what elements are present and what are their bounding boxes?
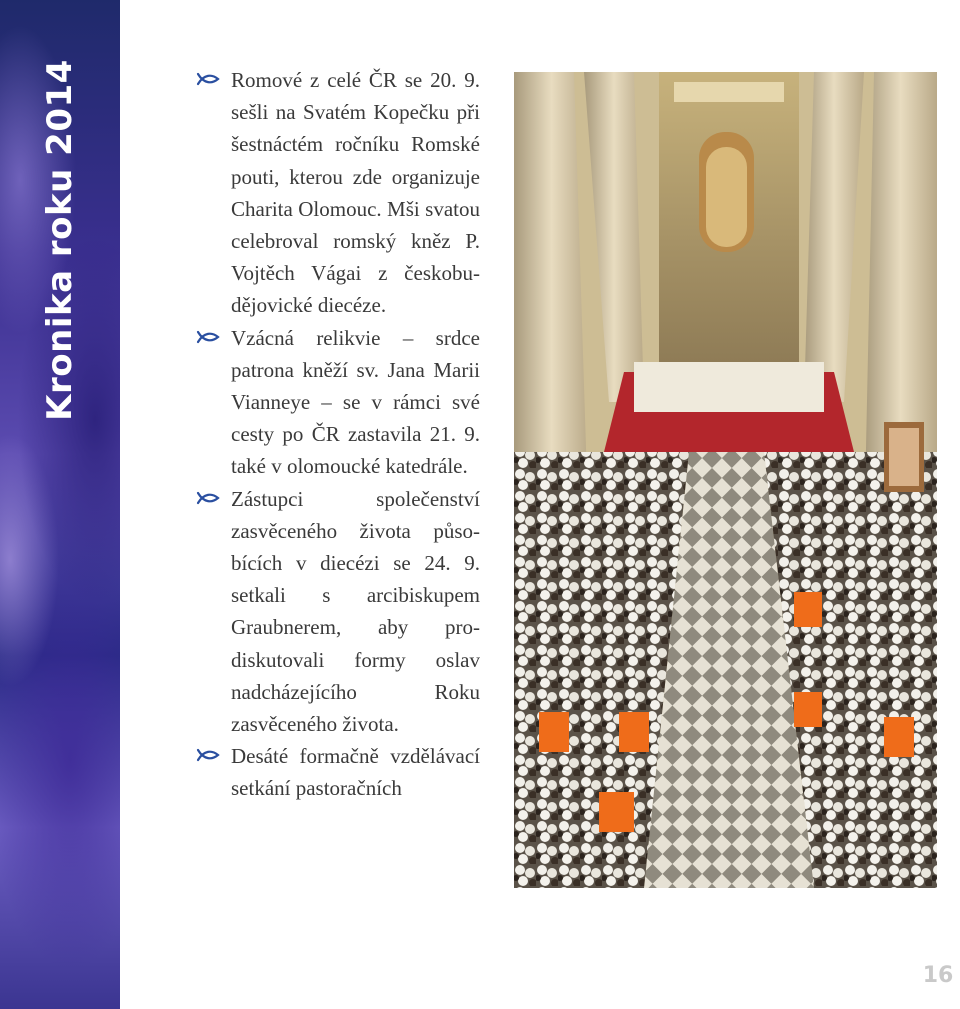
fish-icon xyxy=(196,330,220,344)
list-item xyxy=(196,483,480,741)
item-text: Vzácná relikvie – srdce patrona kněží sv. Jana Marii Vianneye – se v rámci své cesty po ČR zastavila 21. 9. také v olomoucké katedrále. xyxy=(231,325,480,479)
sidebar-banner xyxy=(0,0,120,1009)
item-text: Desáté formačně vzdělávací setkání pastoračních xyxy=(231,744,480,801)
item-text: Zástupci společenství zasvěceného života působících v diecézi se 24. 9. setkali s arcibiskupem Graubnerem, aby prodiskutovali formy oslav nadcházejícího Roku zasvěceného života. xyxy=(231,486,480,737)
fish-icon xyxy=(196,748,220,762)
fish-icon xyxy=(196,72,220,86)
list-item xyxy=(196,64,480,322)
item-text: Romové z celé ČR se 20. 9. sešli na Svatém Kopečku při šestnáctém ročníku Romské pouti, kterou zde organizuje Charita Olomouc. Mši svatou celebroval romský kněz P. Vojtěch Vágai z českobudějovické diecéze. xyxy=(231,68,480,318)
fish-icon xyxy=(196,491,220,505)
cathedral-illustration xyxy=(514,72,937,888)
list-item xyxy=(196,740,480,804)
chronicle-text-column xyxy=(196,64,480,805)
list-item xyxy=(196,322,480,483)
cathedral-photo xyxy=(514,72,937,888)
sidebar-title: Kronika roku 2014 xyxy=(40,59,80,421)
page-number: 16 xyxy=(922,963,954,988)
